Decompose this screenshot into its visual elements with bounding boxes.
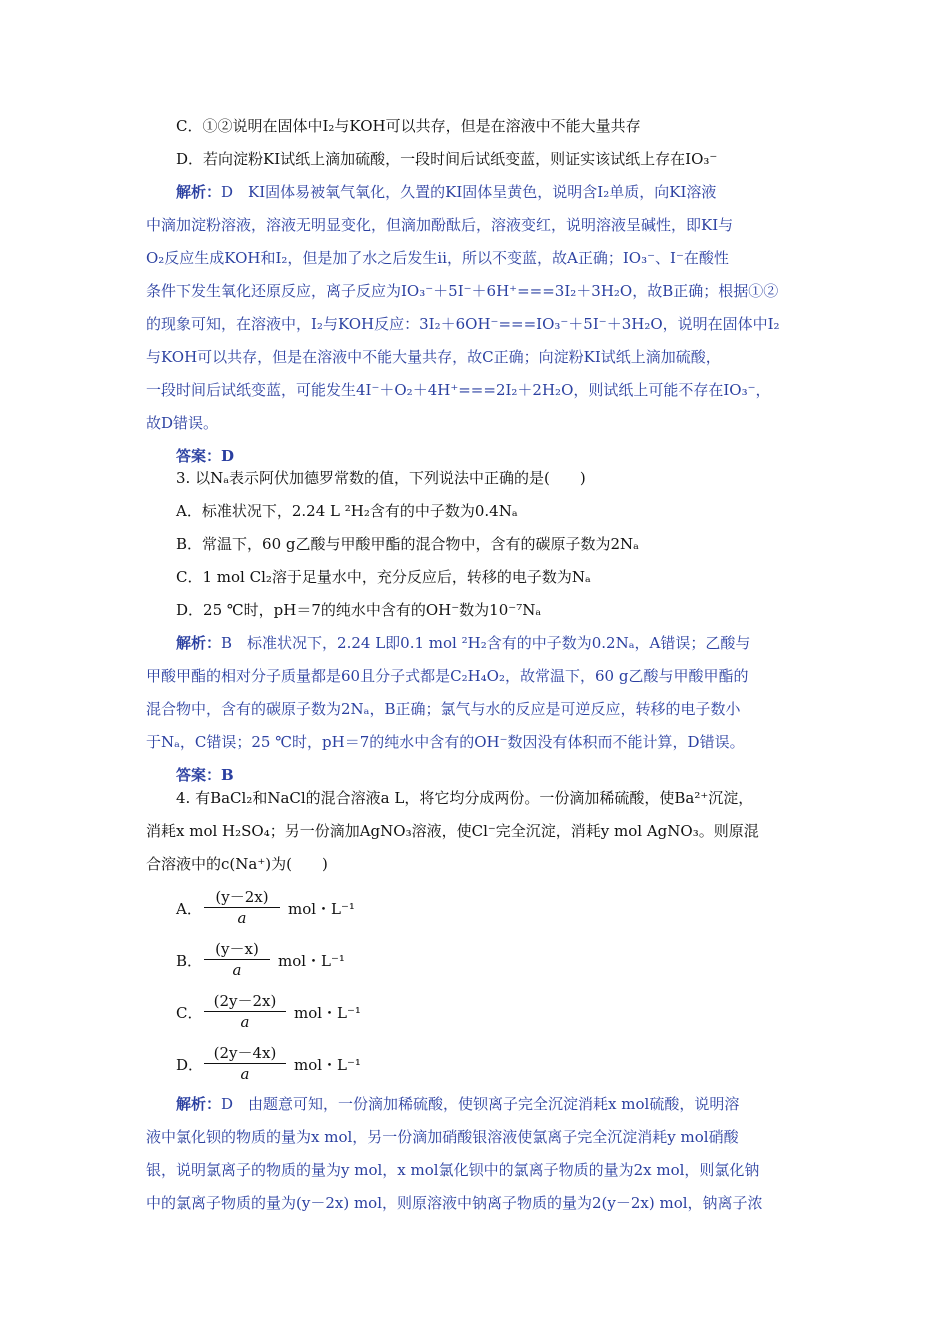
q4-stem-line: 4. 有BaCl₂和NaCl的混合溶液a L，将它均分成两份。一份滴加稀硫酸，使Ba²⁺沉淀， xyxy=(176,789,754,807)
fraction-bar xyxy=(204,907,280,908)
q4-analysis-line: 银，说明氯离子的物质的量为y mol，x mol氯化钡中的氯离子物质的量为2x mol，则氯化钠 xyxy=(146,1161,760,1179)
fraction-bar xyxy=(204,959,270,960)
q2-answer: 答案：D xyxy=(176,447,235,465)
fraction-bar xyxy=(204,1063,286,1064)
analysis-label: 解析： xyxy=(176,183,222,201)
q4-analysis-text: D 由题意可知，一份滴加稀硫酸，使钡离子完全沉淀消耗x mol硫酸，说明溶 xyxy=(221,1095,740,1113)
fraction-numerator: (2y－4x) xyxy=(213,1044,277,1062)
unit-text: mol・L⁻¹ xyxy=(294,1004,361,1022)
option-label: D． xyxy=(176,1056,204,1074)
q4-analysis-line: 中的氯离子物质的量为(y－2x) mol，则原溶液中钠离子物质的量为2(y－2x) mol，钠离子浓 xyxy=(146,1194,763,1212)
q2-analysis-line: 中滴加淀粉溶液，溶液无明显变化，但滴加酚酞后，溶液变红，说明溶液呈碱性，即KI与 xyxy=(146,216,734,234)
q3-analysis-text: B 标准状况下，2.24 L即0.1 mol ²H₂含有的中子数为0.2Nₐ，A错误；乙酸与 xyxy=(221,634,751,652)
q3-option-b: B．常温下，60 g乙酸与甲酸甲酯的混合物中，含有的碳原子数为2Nₐ xyxy=(176,535,639,553)
unit-text: mol・L⁻¹ xyxy=(278,952,345,970)
fraction-denominator: a xyxy=(240,1065,250,1083)
fraction-denominator: a xyxy=(240,1013,250,1031)
fraction-numerator: (y－x) xyxy=(215,940,259,958)
q3-analysis-line xyxy=(176,633,846,653)
q2-analysis-line: 条件下发生氧化还原反应，离子反应为IO₃⁻＋5I⁻＋6H⁺===3I₂＋3H₂O，故B正确；根据①② xyxy=(146,282,779,300)
q2-analysis-line: 故D错误。 xyxy=(146,414,219,432)
analysis-label: 解析： xyxy=(176,1095,222,1113)
q4-stem-line: 合溶液中的c(Na⁺)为( ) xyxy=(146,855,328,873)
q3-option-c: C．1 mol Cl₂溶于足量水中，充分反应后，转移的电子数为Nₐ xyxy=(176,568,591,586)
q3-analysis-line: 混合物中，含有的碳原子数为2Nₐ，B正确；氯气与水的反应是可逆反应，转移的电子数小 xyxy=(146,700,741,718)
q3-stem: 3. 以Nₐ表示阿伏加德罗常数的值，下列说法中正确的是( ) xyxy=(176,469,586,487)
q3-option-d: D．25 ℃时，pH＝7的纯水中含有的OH⁻数为10⁻⁷Nₐ xyxy=(176,601,542,619)
q4-analysis-line xyxy=(176,1094,846,1114)
analysis-label: 解析： xyxy=(176,634,222,652)
q3-answer: 答案：B xyxy=(176,766,234,784)
q4-analysis-line: 液中氯化钡的物质的量为x mol，另一份滴加硝酸银溶液使氯离子完全沉淀消耗y mol硝酸 xyxy=(146,1128,739,1146)
q2-analysis-line: 一段时间后试纸变蓝，可能发生4I⁻＋O₂＋4H⁺===2I₂＋2H₂O，则试纸上可能不存在IO₃⁻， xyxy=(146,381,771,399)
option-label: A． xyxy=(176,900,202,918)
option-label: B． xyxy=(176,952,203,970)
q2-analysis-line: O₂反应生成KOH和I₂，但是加了水之后发生ⅱ，所以不变蓝，故A正确；IO₃⁻、I⁻在酸性 xyxy=(146,249,729,267)
unit-text: mol・L⁻¹ xyxy=(294,1056,361,1074)
option-label: C． xyxy=(176,1004,203,1022)
q3-analysis-line: 于Nₐ，C错误；25 ℃时，pH＝7的纯水中含有的OH⁻数因没有体积而不能计算，D错误。 xyxy=(146,733,745,751)
q2-analysis-line: 与KOH可以共存，但是在溶液中不能大量共存，故C正确；向淀粉KI试纸上滴加硫酸， xyxy=(146,348,721,366)
q2-option-c: C．①②说明在固体中I₂与KOH可以共存，但是在溶液中不能大量共存 xyxy=(176,117,641,135)
fraction-numerator: (2y－2x) xyxy=(213,992,277,1010)
fraction-numerator: (y－2x) xyxy=(215,888,269,906)
q3-analysis-line: 甲酸甲酯的相对分子质量都是60且分子式都是C₂H₄O₂，故常温下，60 g乙酸与甲酸甲酯的 xyxy=(146,667,749,685)
q4-stem-line: 消耗x mol H₂SO₄；另一份滴加AgNO₃溶液，使Cl⁻完全沉淀，消耗y mol AgNO₃。则原混 xyxy=(146,822,759,840)
unit-text: mol・L⁻¹ xyxy=(288,900,355,918)
q2-analysis-line: 的现象可知，在溶液中，I₂与KOH反应：3I₂＋6OH⁻===IO₃⁻＋5I⁻＋3H₂O，说明在固体中I₂ xyxy=(146,315,780,333)
fraction-denominator: a xyxy=(237,909,247,927)
fraction-denominator: a xyxy=(232,961,242,979)
q2-option-d: D．若向淀粉KI试纸上滴加硫酸，一段时间后试纸变蓝，则证实该试纸上存在IO₃⁻ xyxy=(176,150,718,168)
q2-analysis-text: D KI固体易被氧气氧化，久置的KI固体呈黄色，说明含I₂单质，向KI溶液 xyxy=(221,183,717,201)
fraction-bar xyxy=(204,1011,286,1012)
q2-analysis-line xyxy=(176,182,846,202)
q3-option-a: A．标准状况下，2.24 L ²H₂含有的中子数为0.4Nₐ xyxy=(176,502,518,520)
